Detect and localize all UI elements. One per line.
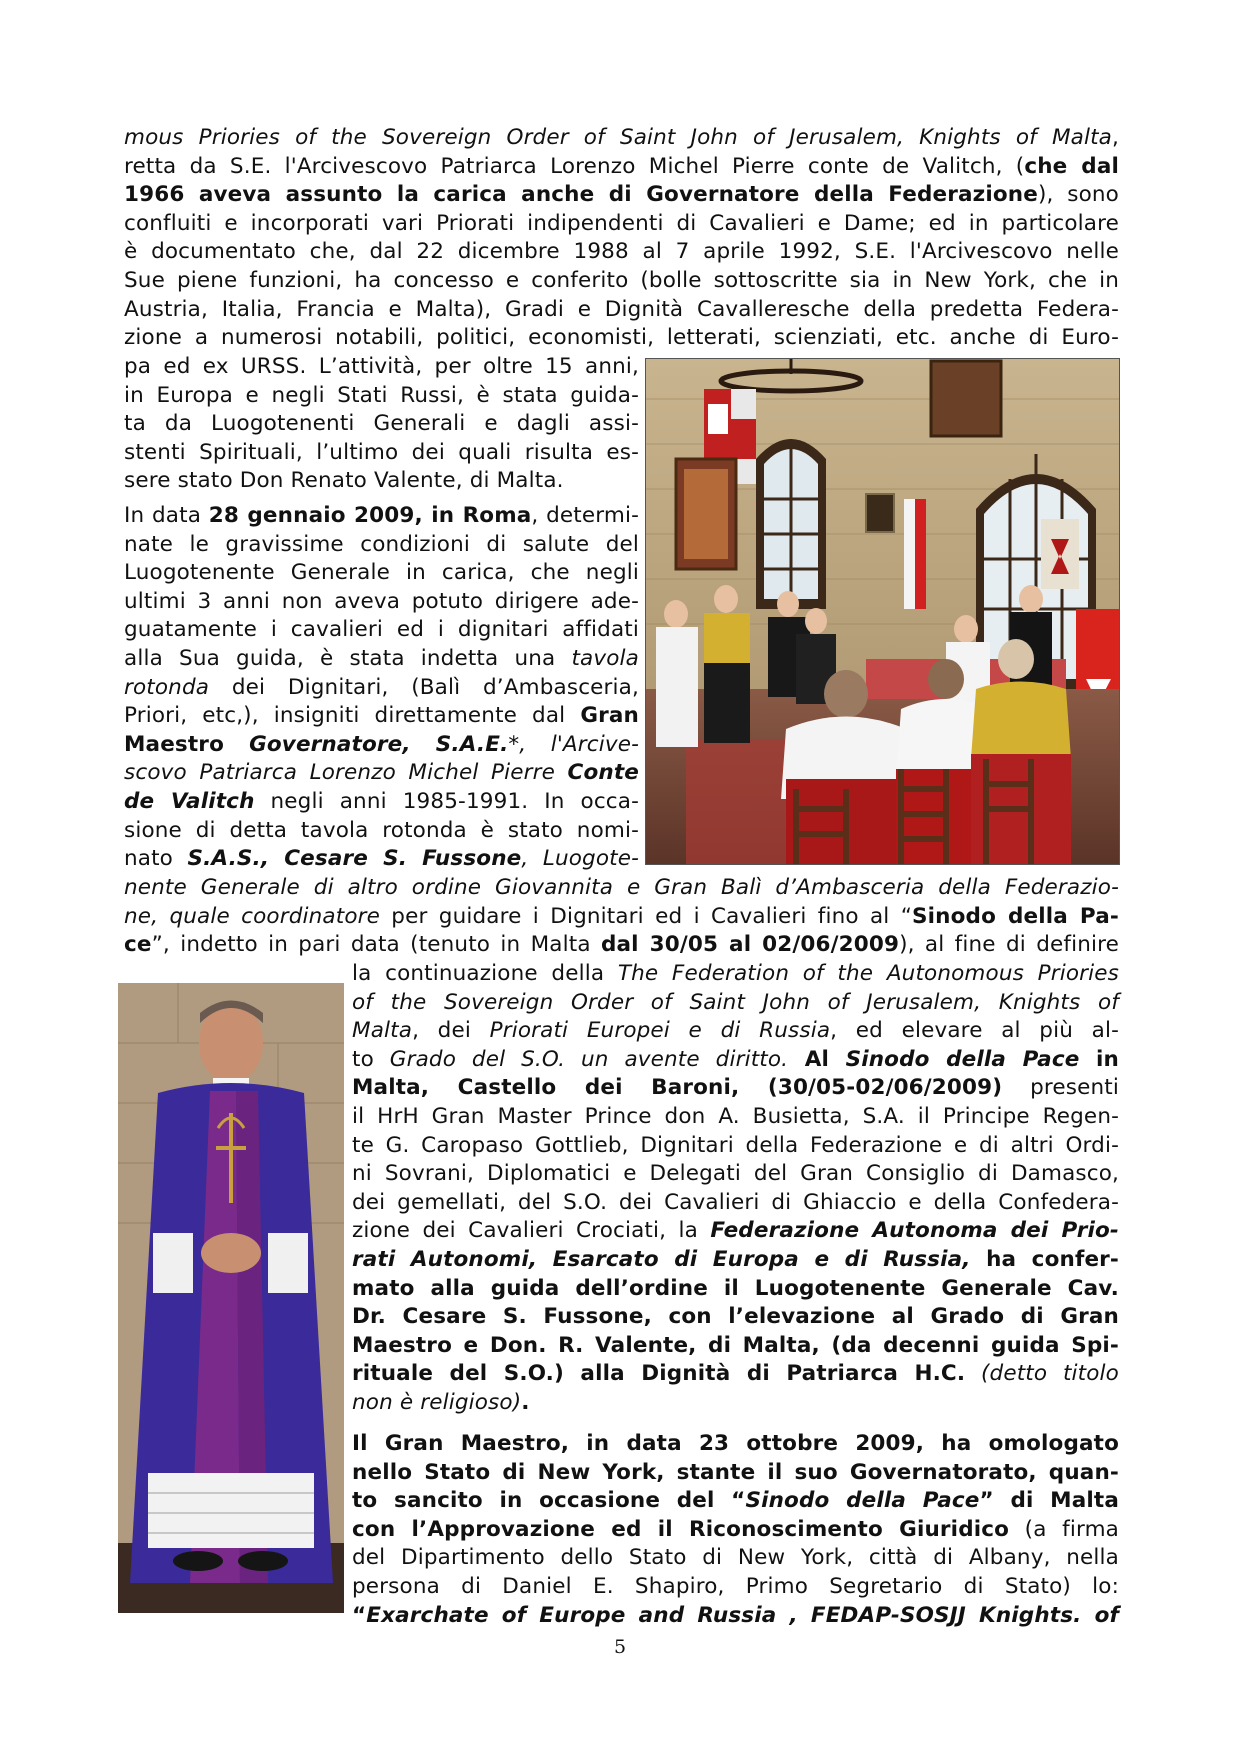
text-line — [352, 1132, 1119, 1161]
paragraph-round-table-continued — [124, 874, 1119, 960]
text-line — [352, 1103, 1119, 1132]
text-run: to sancito in occasione del “ — [352, 1488, 746, 1514]
text-line — [124, 296, 1119, 325]
text-run: Maestro e Don. R. Valente, di Malta, (da decenni guida Spi- — [352, 1332, 1119, 1358]
text-line — [124, 588, 639, 617]
text-line — [352, 1516, 1119, 1545]
text-run: del Dipartimento dello Stato di New York, città di Albany, nella — [352, 1545, 1119, 1571]
text-line — [352, 1189, 1119, 1218]
text-line — [124, 210, 1119, 239]
text-run: che dal — [1024, 153, 1119, 179]
paragraph-grand-master — [352, 1430, 1119, 1630]
text-run: (a firma — [1009, 1516, 1119, 1542]
text-run: presenti — [1002, 1075, 1120, 1101]
text-run: persona di Daniel E. Shapiro, Primo Segretario di Stato) lo: — [352, 1573, 1119, 1599]
text-run: ha confer- — [970, 1246, 1120, 1272]
text-run: zione dei Cavalieri Crociati, la — [352, 1218, 711, 1244]
text-line — [124, 439, 639, 468]
text-run: Dr. Cesare S. Fussone, con l’elevazione al Grado di Gran — [352, 1304, 1119, 1330]
text-run: Maestro — [124, 731, 250, 757]
priest-portrait-photo — [118, 983, 344, 1613]
text-line — [124, 181, 1119, 210]
text-line — [124, 324, 1119, 353]
text-line — [124, 874, 1119, 903]
paragraph-round-table — [124, 502, 639, 874]
text-run: , dei — [412, 1018, 490, 1044]
text-line — [124, 759, 639, 788]
text-line — [124, 788, 639, 817]
text-run: negli anni 1985-1991. In occa- — [254, 788, 639, 814]
text-run: ce — [124, 932, 152, 958]
text-line — [124, 382, 639, 411]
text-run: con l’Approvazione ed il Riconoscimento Giuridico — [352, 1516, 1010, 1542]
text-run: (detto titolo — [965, 1361, 1119, 1387]
text-run: S.A.S., Cesare S. Fussone — [187, 846, 522, 872]
text-line — [352, 1602, 1119, 1631]
text-line — [124, 931, 1119, 960]
text-run: sere stato Don Renato Valente, di Malta. — [124, 468, 564, 494]
text-run: Sinodo della Pace — [845, 1046, 1080, 1072]
text-line — [352, 1430, 1119, 1459]
text-line — [352, 1017, 1119, 1046]
text-line — [124, 410, 639, 439]
text-run: retta da S.E. l'Arcivescovo Patriarca Lorenzo Michel Pierre conte de Valitch, ( — [124, 153, 1025, 179]
text-run: sione di detta tavola rotonda è stato nomi- — [124, 817, 639, 843]
text-run: Il Gran Maestro, in data 23 ottobre 2009, ha omologato — [352, 1431, 1119, 1456]
text-line — [352, 1360, 1119, 1389]
text-run: ne, quale coordinatore — [124, 903, 380, 929]
text-line — [352, 1046, 1119, 1075]
text-line — [352, 989, 1119, 1018]
text-run: In data — [124, 503, 209, 528]
text-run: of the Sovereign Order of Saint John of Jerusalem, Knights of — [352, 989, 1119, 1015]
text-run: “ — [352, 1602, 367, 1628]
text-run: pa ed ex URSS. L’attività, per oltre 15 anni, — [124, 354, 639, 379]
text-run: alla Sua guida, è stata indetta una — [124, 645, 572, 671]
text-run: non è religioso) — [352, 1389, 522, 1415]
text-line — [352, 1217, 1119, 1246]
text-line — [124, 238, 1119, 267]
text-run: in — [1079, 1046, 1119, 1072]
text-line — [352, 1544, 1119, 1573]
text-run: , determi- — [531, 503, 639, 528]
text-line — [352, 1275, 1119, 1304]
text-line — [124, 267, 1119, 296]
text-line — [352, 1160, 1119, 1189]
text-run: nente Generale di altro ordine Giovannita e Gran Balì d’Ambasceria della Federazio- — [124, 875, 1119, 900]
text-run: , ed elevare al più al- — [830, 1018, 1119, 1044]
text-run: The Federation of the Autonomous Priories — [617, 961, 1119, 986]
text-line — [124, 731, 639, 760]
text-run: nate le gravissime condizioni di salute del — [124, 531, 639, 557]
text-line — [352, 1074, 1119, 1103]
text-run: Exarchate of Europe and Russia , FEDAP-SOSJJ Knights. of — [366, 1602, 1119, 1628]
text-run: Gran — [580, 703, 639, 729]
text-run: . — [521, 1389, 530, 1415]
paragraph-synod — [352, 960, 1119, 1418]
text-run: Austria, Italia, Francia e Malta), Gradi e Dignità Cavalleresche della predetta Federa- — [124, 296, 1119, 322]
paragraph-activity — [124, 353, 639, 496]
text-run: Luogotenente Generale in carica, che negli — [124, 560, 639, 586]
text-run: la continuazione della — [352, 961, 618, 986]
text-line — [124, 467, 639, 496]
text-run: zione a numerosi notabili, politici, economisti, letterati, scienziati, etc. anche di Euro- — [124, 325, 1119, 351]
text-run: rati Autonomi, Esarcato di Europa e di Russia, — [352, 1246, 971, 1272]
text-run: ), sono — [1037, 182, 1119, 208]
page-number: 5 — [613, 1636, 627, 1658]
text-line — [352, 1303, 1119, 1332]
text-run: ” di Malta — [979, 1488, 1119, 1514]
text-line — [352, 1487, 1119, 1516]
text-line — [352, 960, 1119, 989]
text-run: nato — [124, 846, 188, 872]
text-run: Grado del S.O. un avente diritto. — [389, 1046, 789, 1072]
text-run: Malta — [352, 1018, 413, 1044]
text-line — [124, 702, 639, 731]
text-run: to — [352, 1046, 390, 1072]
text-run: ta da Luogotenenti Generali e dagli assi- — [124, 411, 639, 437]
text-line — [124, 674, 639, 703]
text-line — [124, 531, 639, 560]
text-run: de Valitch — [124, 788, 255, 814]
text-run: , Luogote- — [521, 846, 639, 872]
text-run: nello Stato di New York, stante il suo Governatorato, quan- — [352, 1459, 1119, 1485]
text-run: ni Sovrani, Diplomatici e Delegati del Gran Consiglio di Damasco, — [352, 1161, 1119, 1187]
text-run: Al — [788, 1046, 846, 1072]
text-run: dei Dignitari, (Balì d’Ambasceria, — [209, 674, 639, 700]
text-run: in Europa e negli Stati Russi, è stata guida- — [124, 382, 639, 408]
text-run: mous Priories of the Sovereign Order of Saint John of Jerusalem, Knights of Malta — [124, 125, 1113, 150]
text-run: scovo Patriarca Lorenzo Michel Pierre — [124, 760, 568, 786]
text-line — [124, 645, 639, 674]
text-run: ultimi 3 anni non aveva potuto dirigere ade- — [124, 588, 639, 614]
text-run: confluiti e incorporati vari Priorati indipendenti di Cavalieri e Dame; ed in particolare — [124, 210, 1119, 236]
text-run: Sinodo della Pa- — [912, 903, 1119, 929]
text-run: Sinodo della Pace — [745, 1488, 980, 1514]
text-run: guatamente i cavalieri ed i dignitari affidati — [124, 617, 639, 643]
text-line — [352, 1459, 1119, 1488]
text-run: Malta, Castello dei Baroni, (30/05-02/06/2009) — [352, 1075, 1003, 1101]
text-run: Priorati Europei e di Russia — [489, 1018, 831, 1044]
text-line — [124, 124, 1119, 153]
text-line — [124, 502, 639, 531]
text-run: ), al fine di definire — [899, 932, 1120, 958]
text-run: stenti Spirituali, l’ultimo dei quali risulta es- — [124, 439, 639, 465]
text-line — [352, 1332, 1119, 1361]
text-line — [352, 1389, 1119, 1418]
text-run: per guidare i Dignitari ed i Cavalieri fino al “ — [380, 903, 913, 929]
text-line — [124, 153, 1119, 182]
text-run: rotonda — [124, 674, 210, 700]
text-run: rituale del S.O.) alla Dignità di Patriarca H.C. — [352, 1361, 966, 1387]
text-run: 28 gennaio 2009, in Roma — [208, 503, 532, 528]
text-run: tavola — [571, 645, 639, 671]
text-run: , — [1112, 125, 1119, 150]
text-line — [124, 559, 639, 588]
text-run: è documentato che, dal 22 dicembre 1988 al 7 aprile 1992, S.E. l'Arcivescovo nelle — [124, 239, 1119, 265]
text-line — [352, 1573, 1119, 1602]
text-run: te G. Caropaso Gottlieb, Dignitari della Federazione e di altri Ordi- — [352, 1132, 1119, 1158]
text-run: ”, indetto in pari data (tenuto in Malta — [151, 932, 601, 958]
text-run: dal 30/05 al 02/06/2009 — [600, 932, 900, 958]
text-line — [124, 817, 639, 846]
text-line — [124, 903, 1119, 932]
text-run: Conte — [567, 760, 639, 786]
text-run: 1966 aveva assunto la carica anche di Governatore della Federazione — [124, 182, 1038, 208]
paragraph-intro — [124, 124, 1119, 353]
text-line — [124, 845, 639, 874]
text-run: *, l'Arcive- — [508, 731, 639, 757]
ceremony-photo — [645, 358, 1120, 865]
text-run: Priori, etc,), insigniti direttamente dal — [124, 703, 581, 729]
text-run: Governatore, S.A.E. — [249, 731, 509, 757]
text-run: dei gemellati, del S.O. dei Cavalieri di Ghiaccio e della Confedera- — [352, 1189, 1119, 1215]
text-run: Sue piene funzioni, ha concesso e conferito (bolle sottoscritte sia in New York, che in — [124, 267, 1119, 293]
text-run: mato alla guida dell’ordine il Luogotenente Generale Cav. — [352, 1275, 1119, 1301]
text-line — [352, 1246, 1119, 1275]
text-line — [124, 353, 639, 382]
text-run: Federazione Autonoma dei Prio- — [710, 1218, 1119, 1244]
text-run: il HrH Gran Master Prince don A. Busietta, S.A. il Principe Regen- — [352, 1103, 1119, 1129]
text-line — [124, 616, 639, 645]
